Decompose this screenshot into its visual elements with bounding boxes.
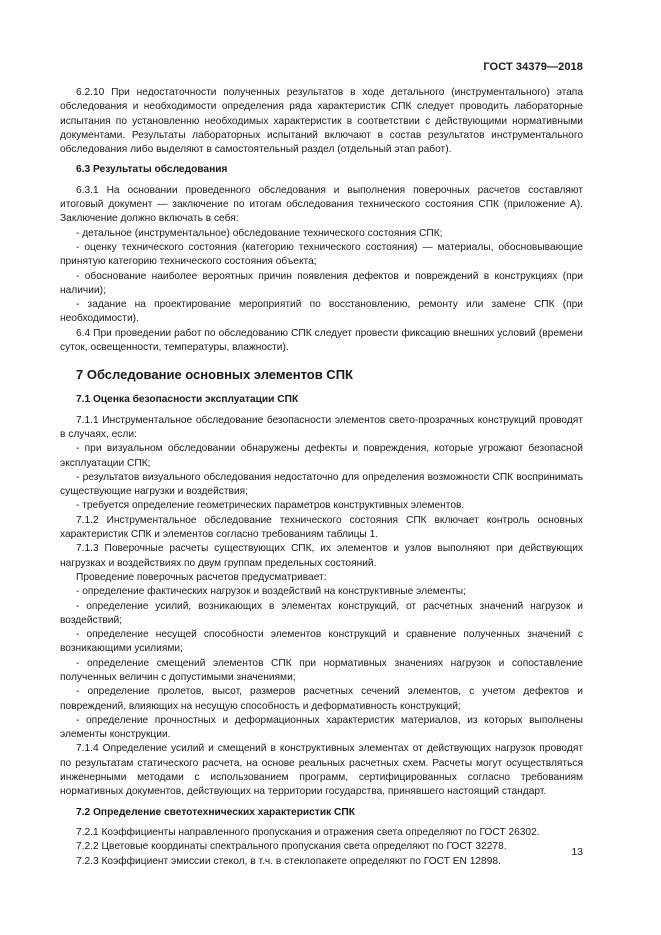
subsection-heading-6-3: 6.3 Результаты обследования (76, 164, 228, 176)
list-item: - при визуальном обследовании обнаружены дефекты и повреждения, которые угрожают безопасной эксплуатации СПК; (60, 443, 583, 469)
list-intro: Проведение поверочных расчетов предусматривает: (76, 571, 327, 583)
paragraph-7-1-2: 7.1.2 Инструментальное обследование технического состояния СПК включает контроль основных характеристик СПК и элементов согласно требованиям таблицы 1. (60, 514, 583, 541)
document-designation: ГОСТ 34379—2018 (483, 61, 583, 73)
paragraph-7-2-2: 7.2.2 Цветовые координаты спектрального пропускания света определяют по ГОСТ 32278. (76, 841, 507, 853)
list-item: - требуется определение геометрических параметров конструктивных элементов. (76, 500, 465, 512)
list-item: - оценку технического состояния (категорию технического состояния) — материалы, обосновывающие принятую категорию технического состояния объекта; (60, 241, 583, 268)
paragraph-7-2-1: 7.2.1 Коэффициенты направленного пропускания и отражения света определяют по ГОСТ 26302. (76, 826, 540, 838)
subsection-heading-7-1: 7.1 Оценка безопасности эксплуатации СПК (76, 394, 299, 406)
list-item: - детальное (инструментальное) обследование технического состояния СПК; (76, 227, 443, 239)
document-body (60, 86, 583, 869)
paragraph-6-3-1: 6.3.1 На основании проведенного обследования и выполнения поверочных расчетов составляют итоговый документ — заключение по итогам обследования технического состояния СПК (приложение А). Заключение должно включать в себя: (60, 184, 583, 225)
list-item: - определение несущей способности элементов конструкций и сравнение полученных значений с возникающими усилиями; (60, 629, 583, 655)
paragraph-6-4: 6.4 При проведении работ по обследованию СПК следует провести фиксацию внешних условий (времени суток, освещенности, температуры, влажности). (60, 327, 583, 354)
list-item: - результатов визуального обследования недостаточно для определения возможности СПК воспринимать существующие нагрузки и воздействия; (60, 471, 583, 498)
subsection-heading-7-2: 7.2 Определение светотехнических характеристик СПК (76, 806, 355, 818)
page-number: 13 (571, 846, 583, 858)
list-item: - задание на проектирование мероприятий по восстановлению, ремонту или замене СПК (при необходимости). (60, 299, 583, 325)
paragraph-7-1-4: 7.1.4 Определение усилий и смещений в конструктивных элементах от действующих нагрузок проводят по результатам статического расчета, на основе реальных расчетных схем. Расчеты могут осуществляться инженерными методами с использованием программ, сертифицированных согласно требованиям нормативных документов, действующих на территории государства, принявшего настоящий стандарт. (60, 743, 583, 798)
paragraph-7-2-3: 7.2.3 Коэффициент эмиссии стекол, в т.ч. в стеклопакете определяют по ГОСТ EN 12898. (76, 855, 501, 867)
paragraph-7-1-3: 7.1.3 Поверочные расчеты существующих СПК, их элементов и узлов выполняют при действующих нагрузках и воздействиях по двум группам предельных состояний. (60, 543, 583, 569)
list-item: - определение прочностных и деформационных характеристик материалов, из которых выполнены элементы конструкции. (60, 714, 583, 741)
list-item: - определение пролетов, высот, размеров расчетных сечений элементов, с учетом дефектов и повреждений, влияющих на несущую способность и деформативность конструкций; (60, 686, 583, 712)
list-item: - обоснование наиболее вероятных причин появления дефектов и повреждений в конструкциях (при наличии); (60, 270, 583, 296)
list-item: - определение фактических нагрузок и воздействий на конструктивные элементы; (76, 586, 466, 598)
paragraph-7-1-1: 7.1.1 Инструментальное обследование безопасности элементов свето-прозрачных конструкций проводят в случаях, если: (60, 414, 583, 440)
section-heading-7: 7 Обследование основных элементов СПК (76, 367, 353, 383)
list-item: - определение усилий, возникающих в элементах конструкций, от расчетных значений нагрузок и воздействий; (60, 600, 583, 626)
paragraph-6-2-10: 6.2.10 При недостаточности полученных результатов в ходе детального (инструментального) этапа обследования и необходимости определения ряда характеристик СПК следует проводить лабораторные испытания по установленню необходимых характеристик в соответствии с действующими нормативными документами. Результаты лабораторных испытаний включают в состав результатов инструментального обследования либо выделяют в самостоятельный раздел (отдельный этап работ). (60, 87, 583, 156)
list-item: - определение смещений элементов СПК при нормативных значениях нагрузок и сопоставление полученных величин с допустимыми значениями; (60, 657, 583, 683)
